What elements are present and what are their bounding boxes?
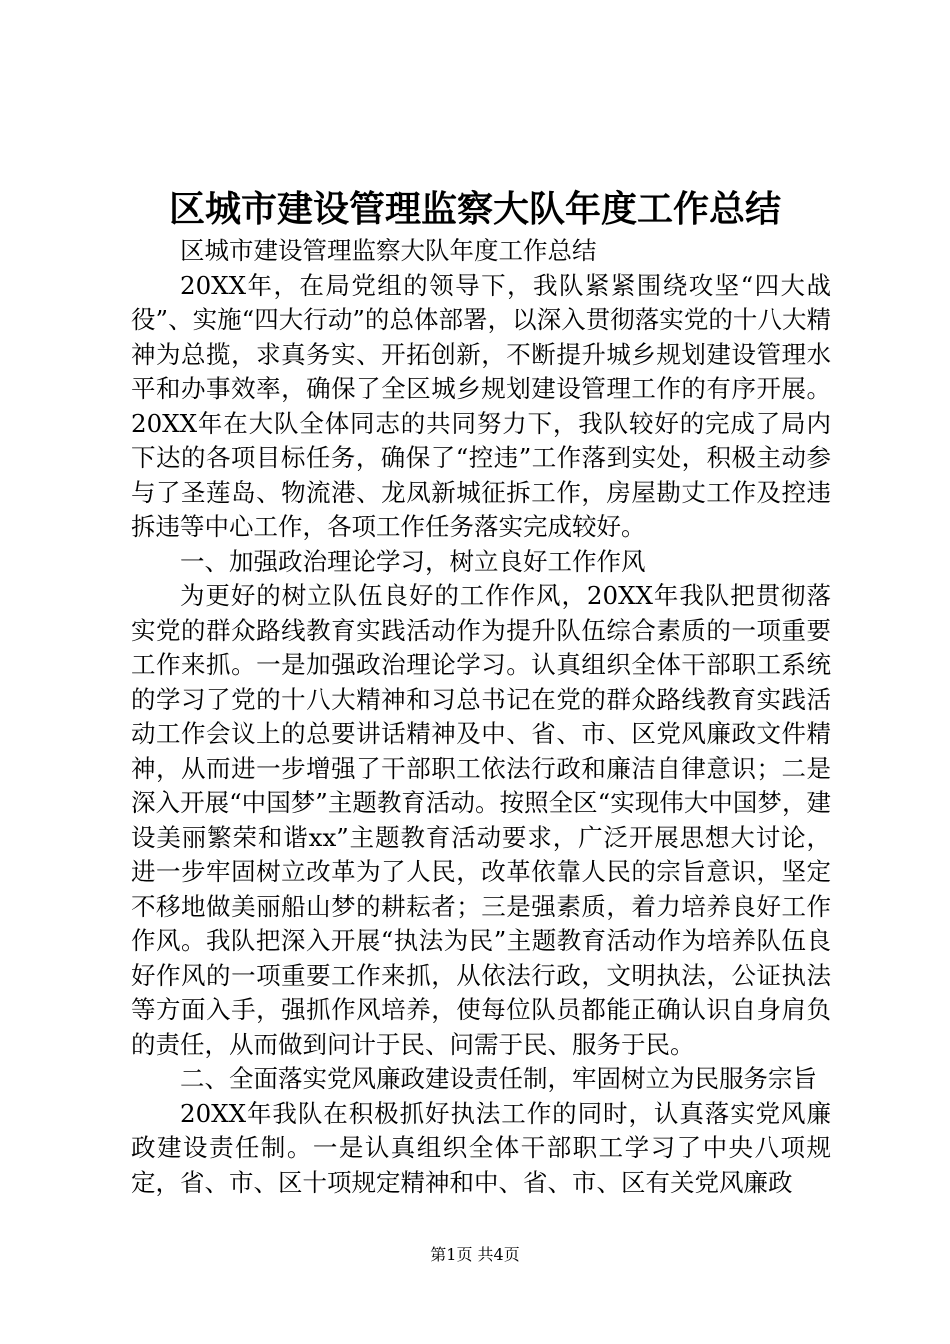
paragraph-subtitle: 区城市建设管理监察大队年度工作总结	[180, 236, 597, 265]
section-heading-2: 二、全面落实党风廉政建设责任制，牢固树立为民服务宗旨	[180, 1064, 817, 1093]
section-heading-1: 一、加强政治理论学习，树立良好工作作风	[180, 546, 646, 576]
paragraph-section-1: 为更好的树立队伍良好的工作作风，20XX年我队把贯彻落实党的群众路线教育实践活动作为提升队伍综合素质的一项重要工作来抓。一是加强政治理论学习。认真组织全体干部职工系统的学习了党的十八大精神和习总书记在党的群众路线教育实践活动工作会议上的总要讲话精神及中、省、市、区党风廉政文件精神，从而进一步增强了干部职工依法行政和廉洁自律意识；二是深入开展“中国梦”主题教育活动。按照全区“实现伟大中国梦，建设美丽繁荣和谐xx”主题教育活动要求，广泛开展思想大讨论，进一步牢固树立改革为了人民，改革依靠人民的宗旨意识，坚定不移地做美丽船山梦的耕耘者；三是强素质，着力培养良好工作作风。我队把深入开展“执法为民”主题教育活动作为培养队伍良好作风的一项重要工作来抓，从依法行政，文明执法，公证执法等方面入手，强抓作风培养，使每位队员都能正确认识自身肩负的责任，从而做到问计于民、问需于民、服务于民。	[131, 581, 831, 1059]
paragraph-intro: 20XX年，在局党组的领导下，我队紧紧围绕攻坚“四大战役”、实施“四大行动”的总体部署，以深入贯彻落实党的十八大精神为总揽，求真务实、开拓创新，不断提升城乡规划建设管理水平和办事效率，确保了全区城乡规划建设管理工作的有序开展。20XX年在大队全体同志的共同努力下，我队较好的完成了局内下达的各项目标任务，确保了“控违”工作落到实处，积极主动参与了圣莲岛、物流港、龙凤新城征拆工作，房屋勘丈工作及控违拆违等中心工作，各项工作任务落实完成较好。	[131, 270, 831, 541]
paragraph-section-2: 20XX年我队在积极抓好执法工作的同时，认真落实党风廉政建设责任制。一是认真组织全体干部职工学习了中央八项规定，省、市、区十项规定精神和中、省、市、区有关党风廉政	[131, 1098, 831, 1197]
page-footer: 第1页 共4页	[430, 1245, 520, 1264]
document-body	[131, 234, 831, 1200]
document-title: 区城市建设管理监察大队年度工作总结	[168, 188, 781, 230]
